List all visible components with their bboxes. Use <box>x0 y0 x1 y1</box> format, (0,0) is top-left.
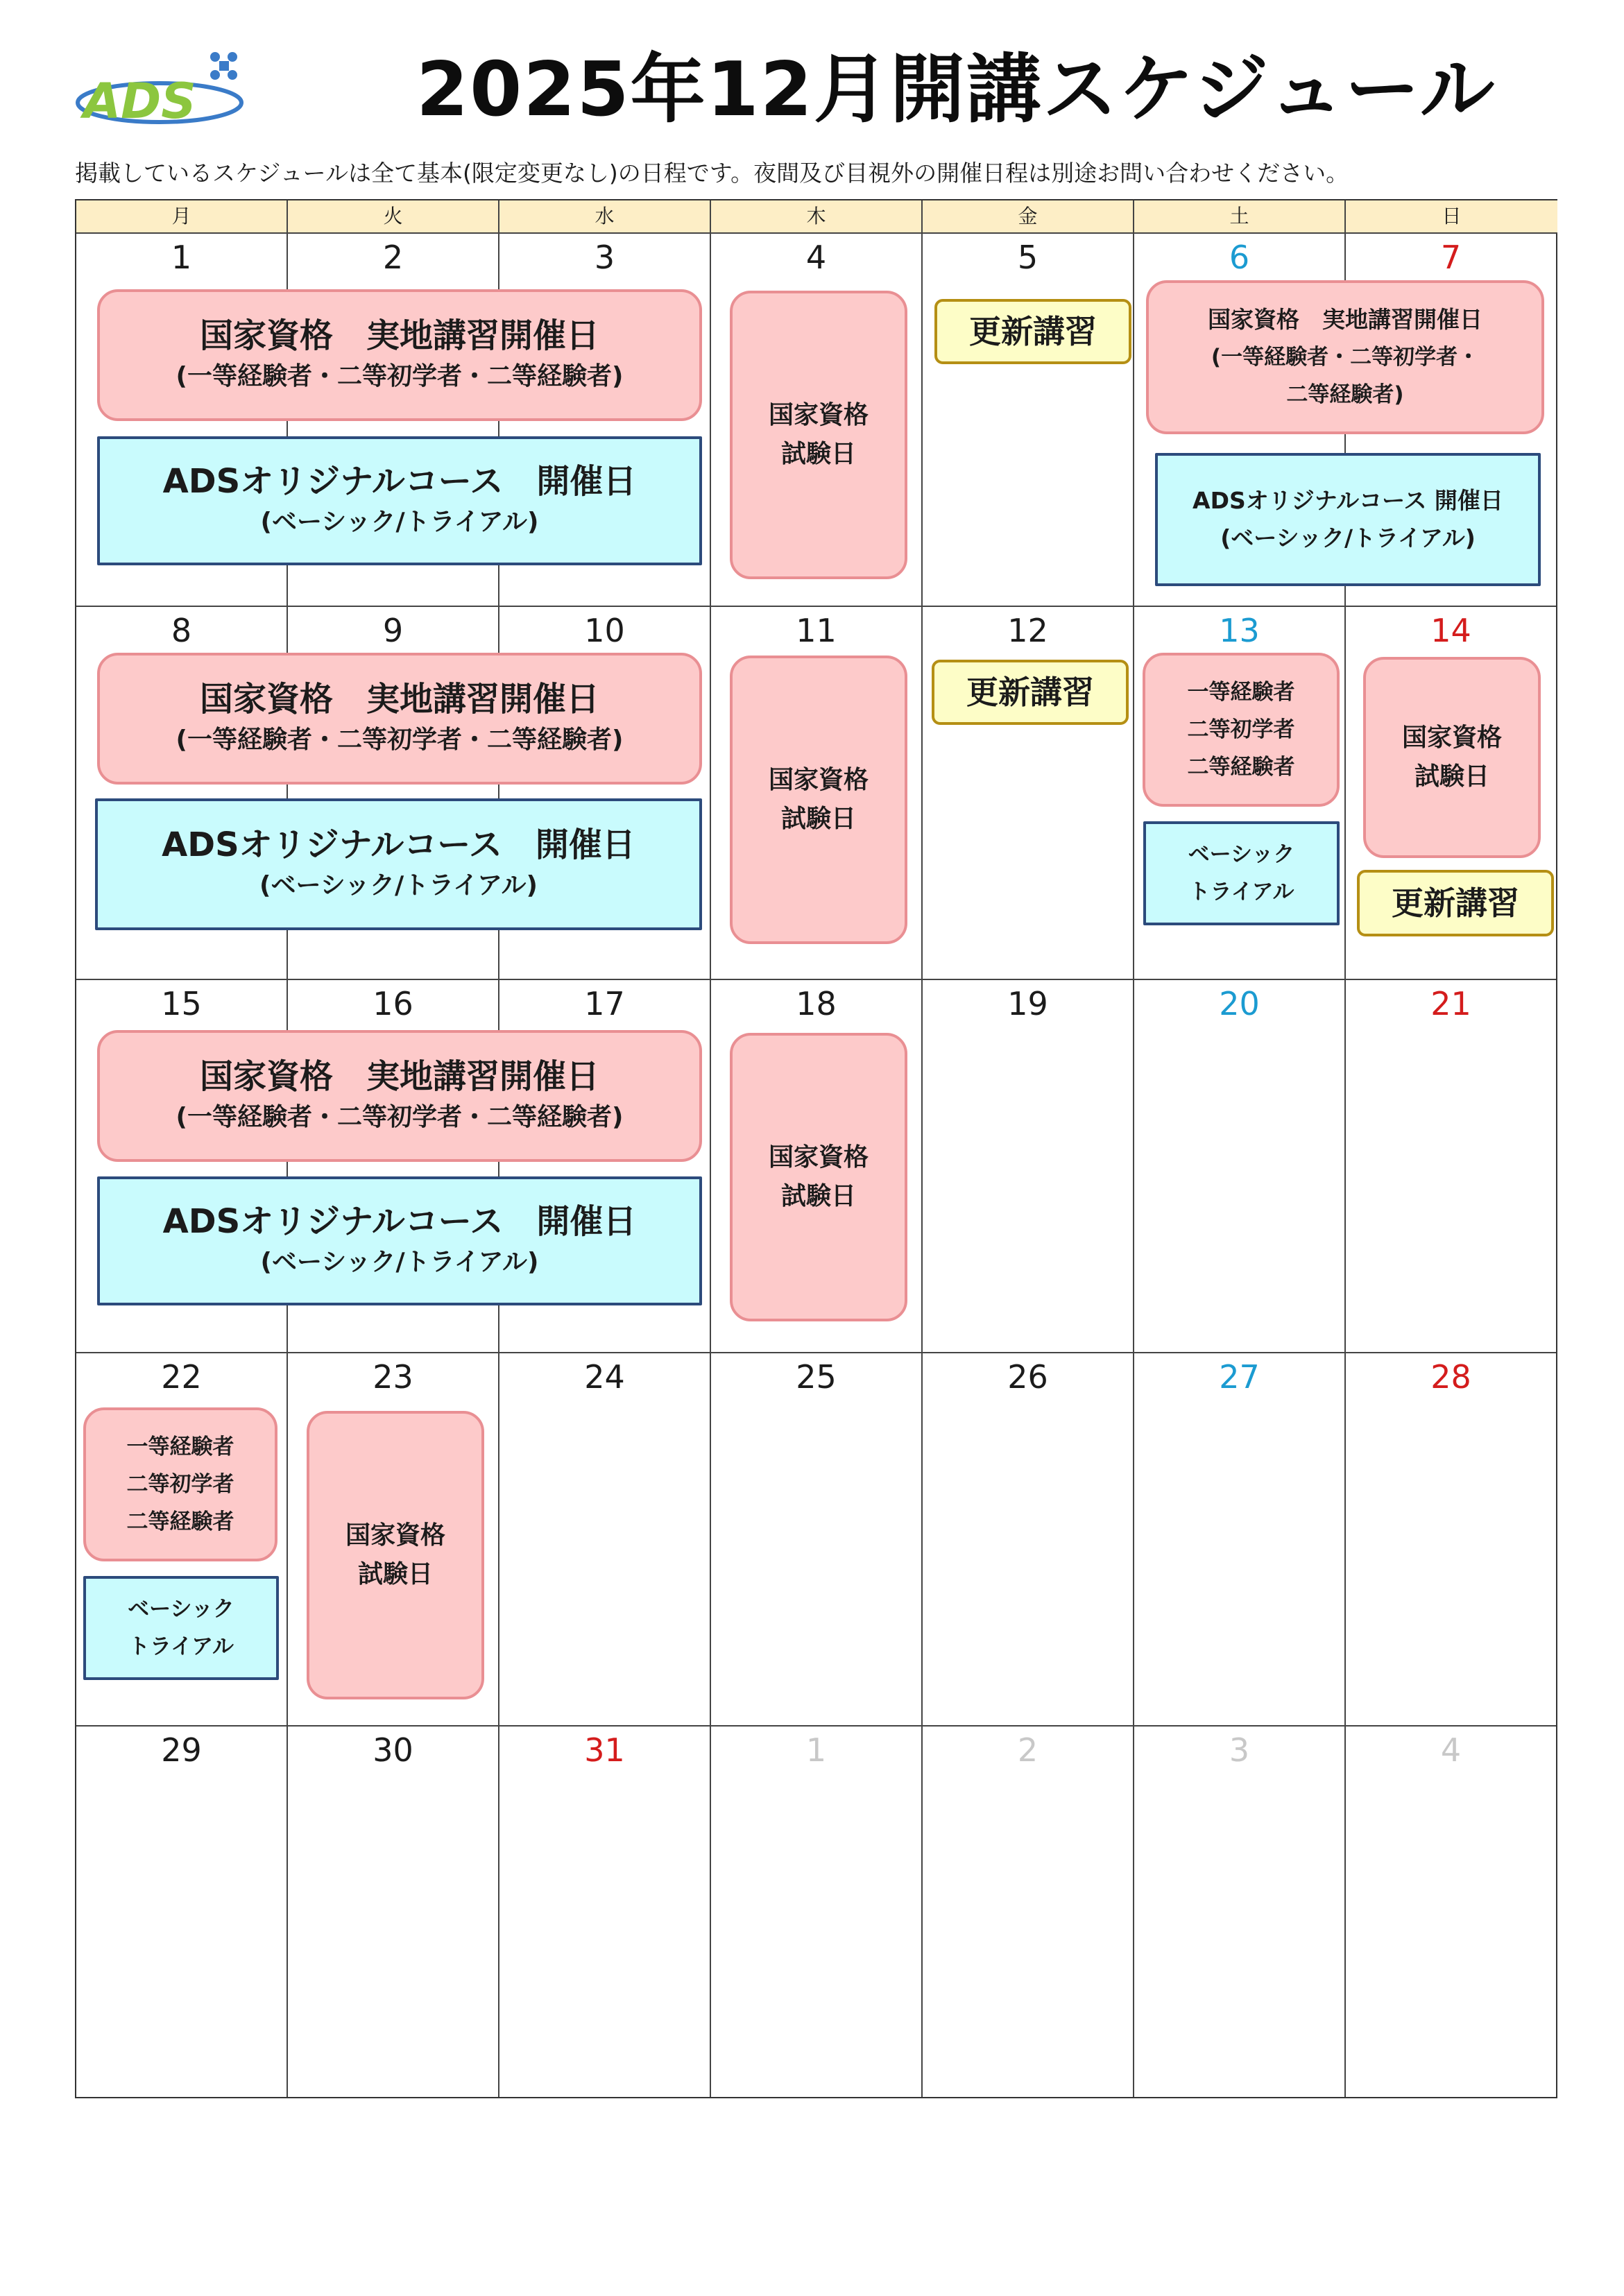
event-line2: トライアル <box>1188 880 1294 905</box>
day-number: 6 <box>1229 239 1250 276</box>
day-number: 29 <box>161 1731 202 1769</box>
day-number: 13 <box>1219 612 1260 649</box>
day-number: 14 <box>1430 612 1471 649</box>
event-title: ADSオリジナルコース 開催日 <box>162 1202 637 1241</box>
ads-logo <box>69 42 250 132</box>
exam-event-dec23[interactable] <box>307 1411 484 1699</box>
ads-course-event-week1[interactable] <box>97 436 702 565</box>
day-number: 1 <box>171 239 192 276</box>
day-cell <box>499 1727 711 2097</box>
day-number: 3 <box>1229 1731 1250 1769</box>
update-event-dec14[interactable] <box>1357 870 1554 936</box>
event-sub: (一等経験者・二等初学者・二等経験者) <box>176 1103 624 1131</box>
day-number: 10 <box>584 612 625 649</box>
day-number: 26 <box>1007 1358 1048 1396</box>
event-line2: 試験日 <box>780 1182 856 1210</box>
day-cell <box>1346 1353 1556 1727</box>
event-sub1: (一等経験者・二等初学者・ <box>1211 345 1480 370</box>
event-line1: 国家資格 <box>768 1143 869 1172</box>
weekday-sat: 土 <box>1134 200 1346 234</box>
event-line2: 試験日 <box>357 1560 433 1588</box>
small-ads-event-dec13[interactable] <box>1143 821 1340 925</box>
page-title: 2025年12月開講スケジュール <box>416 46 1496 133</box>
jicchi-event-week2[interactable] <box>97 653 702 785</box>
ads-course-event-week2[interactable] <box>95 798 702 930</box>
day-cell <box>1134 1353 1346 1727</box>
day-number: 30 <box>373 1731 413 1769</box>
weekday-fri: 金 <box>923 200 1134 234</box>
day-cell <box>923 234 1134 607</box>
jicchi-event-dec6-7[interactable] <box>1146 280 1544 434</box>
day-number: 25 <box>796 1358 837 1396</box>
day-number: 18 <box>796 985 837 1022</box>
day-number: 3 <box>594 239 615 276</box>
day-number: 23 <box>373 1358 413 1396</box>
exam-event-dec18[interactable] <box>730 1033 907 1321</box>
day-cell <box>711 1353 923 1727</box>
event-sub2: 二等経験者) <box>1286 382 1404 407</box>
weekday-wed: 水 <box>499 200 711 234</box>
day-number: 19 <box>1007 985 1048 1022</box>
jicchi-event-week1[interactable] <box>97 289 702 421</box>
event-sub: (ベーシック/トライアル) <box>260 1248 539 1276</box>
update-event-dec5[interactable] <box>934 299 1131 364</box>
day-number: 7 <box>1440 239 1462 276</box>
day-number: 11 <box>796 612 837 649</box>
event-title: 更新講習 <box>969 313 1097 350</box>
day-cell <box>76 1727 288 2097</box>
calendar-grid <box>75 199 1557 2098</box>
event-line2: 試験日 <box>1414 762 1489 791</box>
day-cell <box>711 1727 923 2097</box>
event-line3: 二等経験者 <box>1187 755 1295 780</box>
event-line1: 国家資格 <box>768 401 869 429</box>
weekday-mon: 月 <box>76 200 288 234</box>
event-line2: トライアル <box>128 1634 234 1659</box>
small-jicchi-event-dec22[interactable] <box>83 1407 277 1561</box>
event-title: 更新講習 <box>1392 884 1519 922</box>
weekday-thu: 木 <box>711 200 923 234</box>
event-line2: 試験日 <box>780 440 856 468</box>
event-line1: 一等経験者 <box>1187 680 1295 705</box>
event-line2: 試験日 <box>780 805 856 833</box>
event-line1: 国家資格 <box>345 1521 445 1550</box>
day-number: 15 <box>161 985 202 1022</box>
event-line1: 国家資格 <box>768 766 869 794</box>
event-title: ADSオリジナルコース 開催日 <box>162 825 635 864</box>
day-cell <box>923 1727 1134 2097</box>
day-number: 27 <box>1219 1358 1260 1396</box>
event-title: 国家資格 実地講習開催日 <box>199 680 599 719</box>
event-line2: 二等初学者 <box>126 1472 234 1497</box>
day-number: 21 <box>1430 985 1471 1022</box>
event-sub: (ベーシック/トライアル) <box>1220 524 1476 551</box>
exam-event-dec14[interactable] <box>1363 657 1541 858</box>
ads-course-event-week3[interactable] <box>97 1176 702 1305</box>
day-cell <box>1346 980 1556 1353</box>
event-sub: (ベーシック/トライアル) <box>259 871 538 900</box>
jicchi-event-week3[interactable] <box>97 1030 702 1162</box>
day-number: 22 <box>161 1358 202 1396</box>
event-title: 更新講習 <box>966 674 1094 711</box>
day-number: 4 <box>1440 1731 1462 1769</box>
day-number: 9 <box>382 612 404 649</box>
event-title: 国家資格 実地講習開催日 <box>199 316 599 355</box>
schedule-notice: 掲載しているスケジュールは全て基本(限定変更なし)の日程です。夜間及び目視外の開催日程は別途お問い合わせください。 <box>75 160 1349 187</box>
event-title: 国家資格 実地講習開催日 <box>199 1057 599 1096</box>
logo-text: ADS <box>83 73 196 130</box>
exam-event-dec11[interactable] <box>730 656 907 944</box>
day-number: 20 <box>1219 985 1260 1022</box>
exam-event-dec4[interactable] <box>730 291 907 579</box>
day-number: 1 <box>805 1731 827 1769</box>
weekday-tue: 火 <box>288 200 499 234</box>
event-title: ADSオリジナルコース 開催日 <box>1193 487 1503 514</box>
day-number: 16 <box>373 985 413 1022</box>
day-number: 2 <box>1017 1731 1038 1769</box>
day-cell <box>1134 1727 1346 2097</box>
event-title: ADSオリジナルコース 開催日 <box>162 462 637 501</box>
event-line1: 一等経験者 <box>126 1434 234 1459</box>
event-title: 国家資格 実地講習開催日 <box>1208 306 1482 333</box>
day-number: 4 <box>805 239 827 276</box>
day-cell <box>923 1353 1134 1727</box>
weekday-sun: 日 <box>1346 200 1557 234</box>
event-line2: 二等初学者 <box>1187 717 1295 742</box>
update-event-dec12[interactable] <box>932 660 1129 725</box>
event-line1: ベーシック <box>128 1597 234 1622</box>
event-sub: (ベーシック/トライアル) <box>260 508 539 536</box>
day-cell <box>1346 1727 1556 2097</box>
day-cell <box>499 1353 711 1727</box>
day-number: 8 <box>171 612 192 649</box>
day-cell <box>1134 980 1346 1353</box>
day-number: 28 <box>1430 1358 1471 1396</box>
event-line1: 国家資格 <box>1401 723 1502 752</box>
event-sub: (一等経験者・二等初学者・二等経験者) <box>176 726 624 754</box>
event-sub: (一等経験者・二等初学者・二等経験者) <box>176 362 624 391</box>
day-number: 24 <box>584 1358 625 1396</box>
day-number: 17 <box>584 985 625 1022</box>
small-jicchi-event-dec13[interactable] <box>1143 653 1340 807</box>
day-number: 12 <box>1007 612 1048 649</box>
day-number: 5 <box>1017 239 1038 276</box>
day-cell <box>288 1727 499 2097</box>
event-line1: ベーシック <box>1188 842 1295 867</box>
small-ads-event-dec22[interactable] <box>83 1576 279 1680</box>
ads-course-event-dec6-7[interactable] <box>1155 453 1541 586</box>
event-line3: 二等経験者 <box>126 1509 234 1534</box>
day-cell <box>923 980 1134 1353</box>
day-number: 31 <box>584 1731 625 1769</box>
day-number: 2 <box>382 239 404 276</box>
